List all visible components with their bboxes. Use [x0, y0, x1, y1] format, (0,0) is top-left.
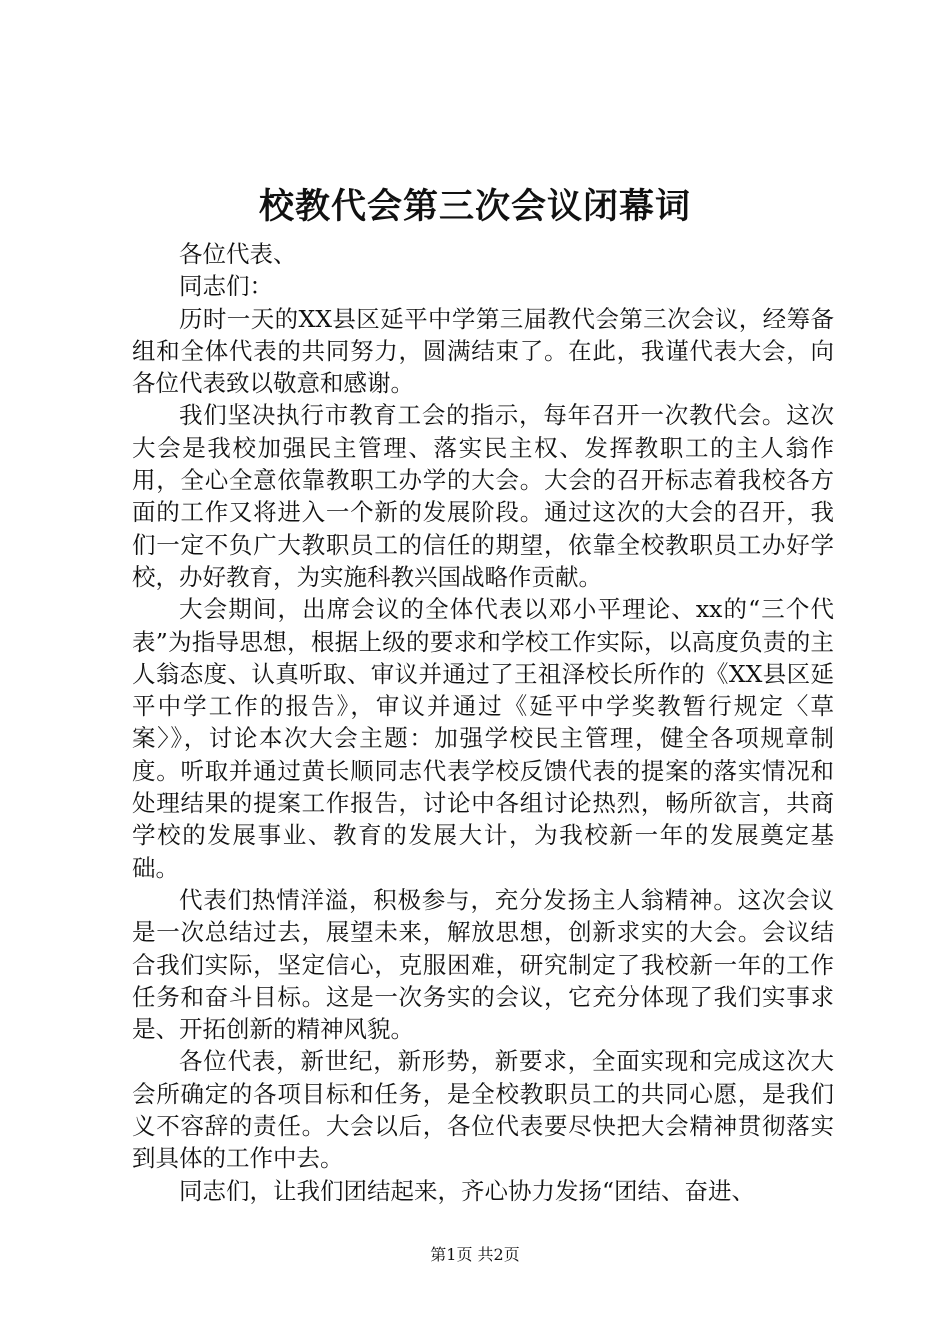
- document-title: 校教代会第三次会议闭幕词: [258, 186, 691, 227]
- document-body: [132, 238, 834, 1207]
- body-paragraph: 各位代表，新世纪，新形势，新要求，全面实现和完成这次大会所确定的各项目标和任务，是全校教职员工的共同心愿，是我们义不容辞的责任。大会以后，各位代表要尽快把大会精神贯彻落实到具体的工作中去。: [132, 1047, 834, 1173]
- salutation-line: 同志们：: [179, 272, 273, 301]
- body-paragraph: 代表们热情洋溢，积极参与，充分发扬主人翁精神。这次会议是一次总结过去，展望未来，解放思想，创新求实的大会。会议结合我们实际，坚定信心，克服困难，研究制定了我校新一年的工作任务和奋斗目标。这是一次务实的会议，它充分体现了我们实事求是、开拓创新的精神风貌。: [132, 885, 834, 1044]
- body-paragraph: 同志们，让我们团结起来，齐心协力发扬“团结、奋进、: [179, 1176, 756, 1205]
- body-paragraph: 历时一天的XX县区延平中学第三届教代会第三次会议，经筹备组和全体代表的共同努力，圆满结束了。在此，我谨代表大会，向各位代表致以敬意和感谢。: [132, 304, 834, 398]
- body-paragraph: 大会期间，出席会议的全体代表以邓小平理论、xx的“三个代表”为指导思想，根据上级的要求和学校工作实际，以高度负责的主人翁态度、认真听取、审议并通过了王祖泽校长所作的《XX县区延平中学工作的报告》，审议并通过《延平中学奖教暂行规定〈草案〉》，讨论本次大会主题：加强学校民主管理，健全各项规章制度。听取并通过黄长顺同志代表学校反馈代表的提案的落实情况和处理结果的提案工作报告，讨论中各组讨论热烈，畅所欲言，共商学校的发展事业、教育的发展大计，为我校新一年的发展奠定基础。: [132, 595, 834, 882]
- body-paragraph: 我们坚决执行市教育工会的指示，每年召开一次教代会。这次大会是我校加强民主管理、落实民主权、发挥教职工的主人翁作用，全心全意依靠教职工办学的大会。大会的召开标志着我校各方面的工作又将进入一个新的发展阶段。通过这次的大会的召开，我们一定不负广大教职员工的信任的期望，依靠全校教职员工办好学校，办好教育，为实施科教兴国战略作贡献。: [132, 401, 834, 591]
- page-footer: 第1页 共2页: [430, 1245, 520, 1264]
- salutation-line: 各位代表、: [179, 240, 297, 268]
